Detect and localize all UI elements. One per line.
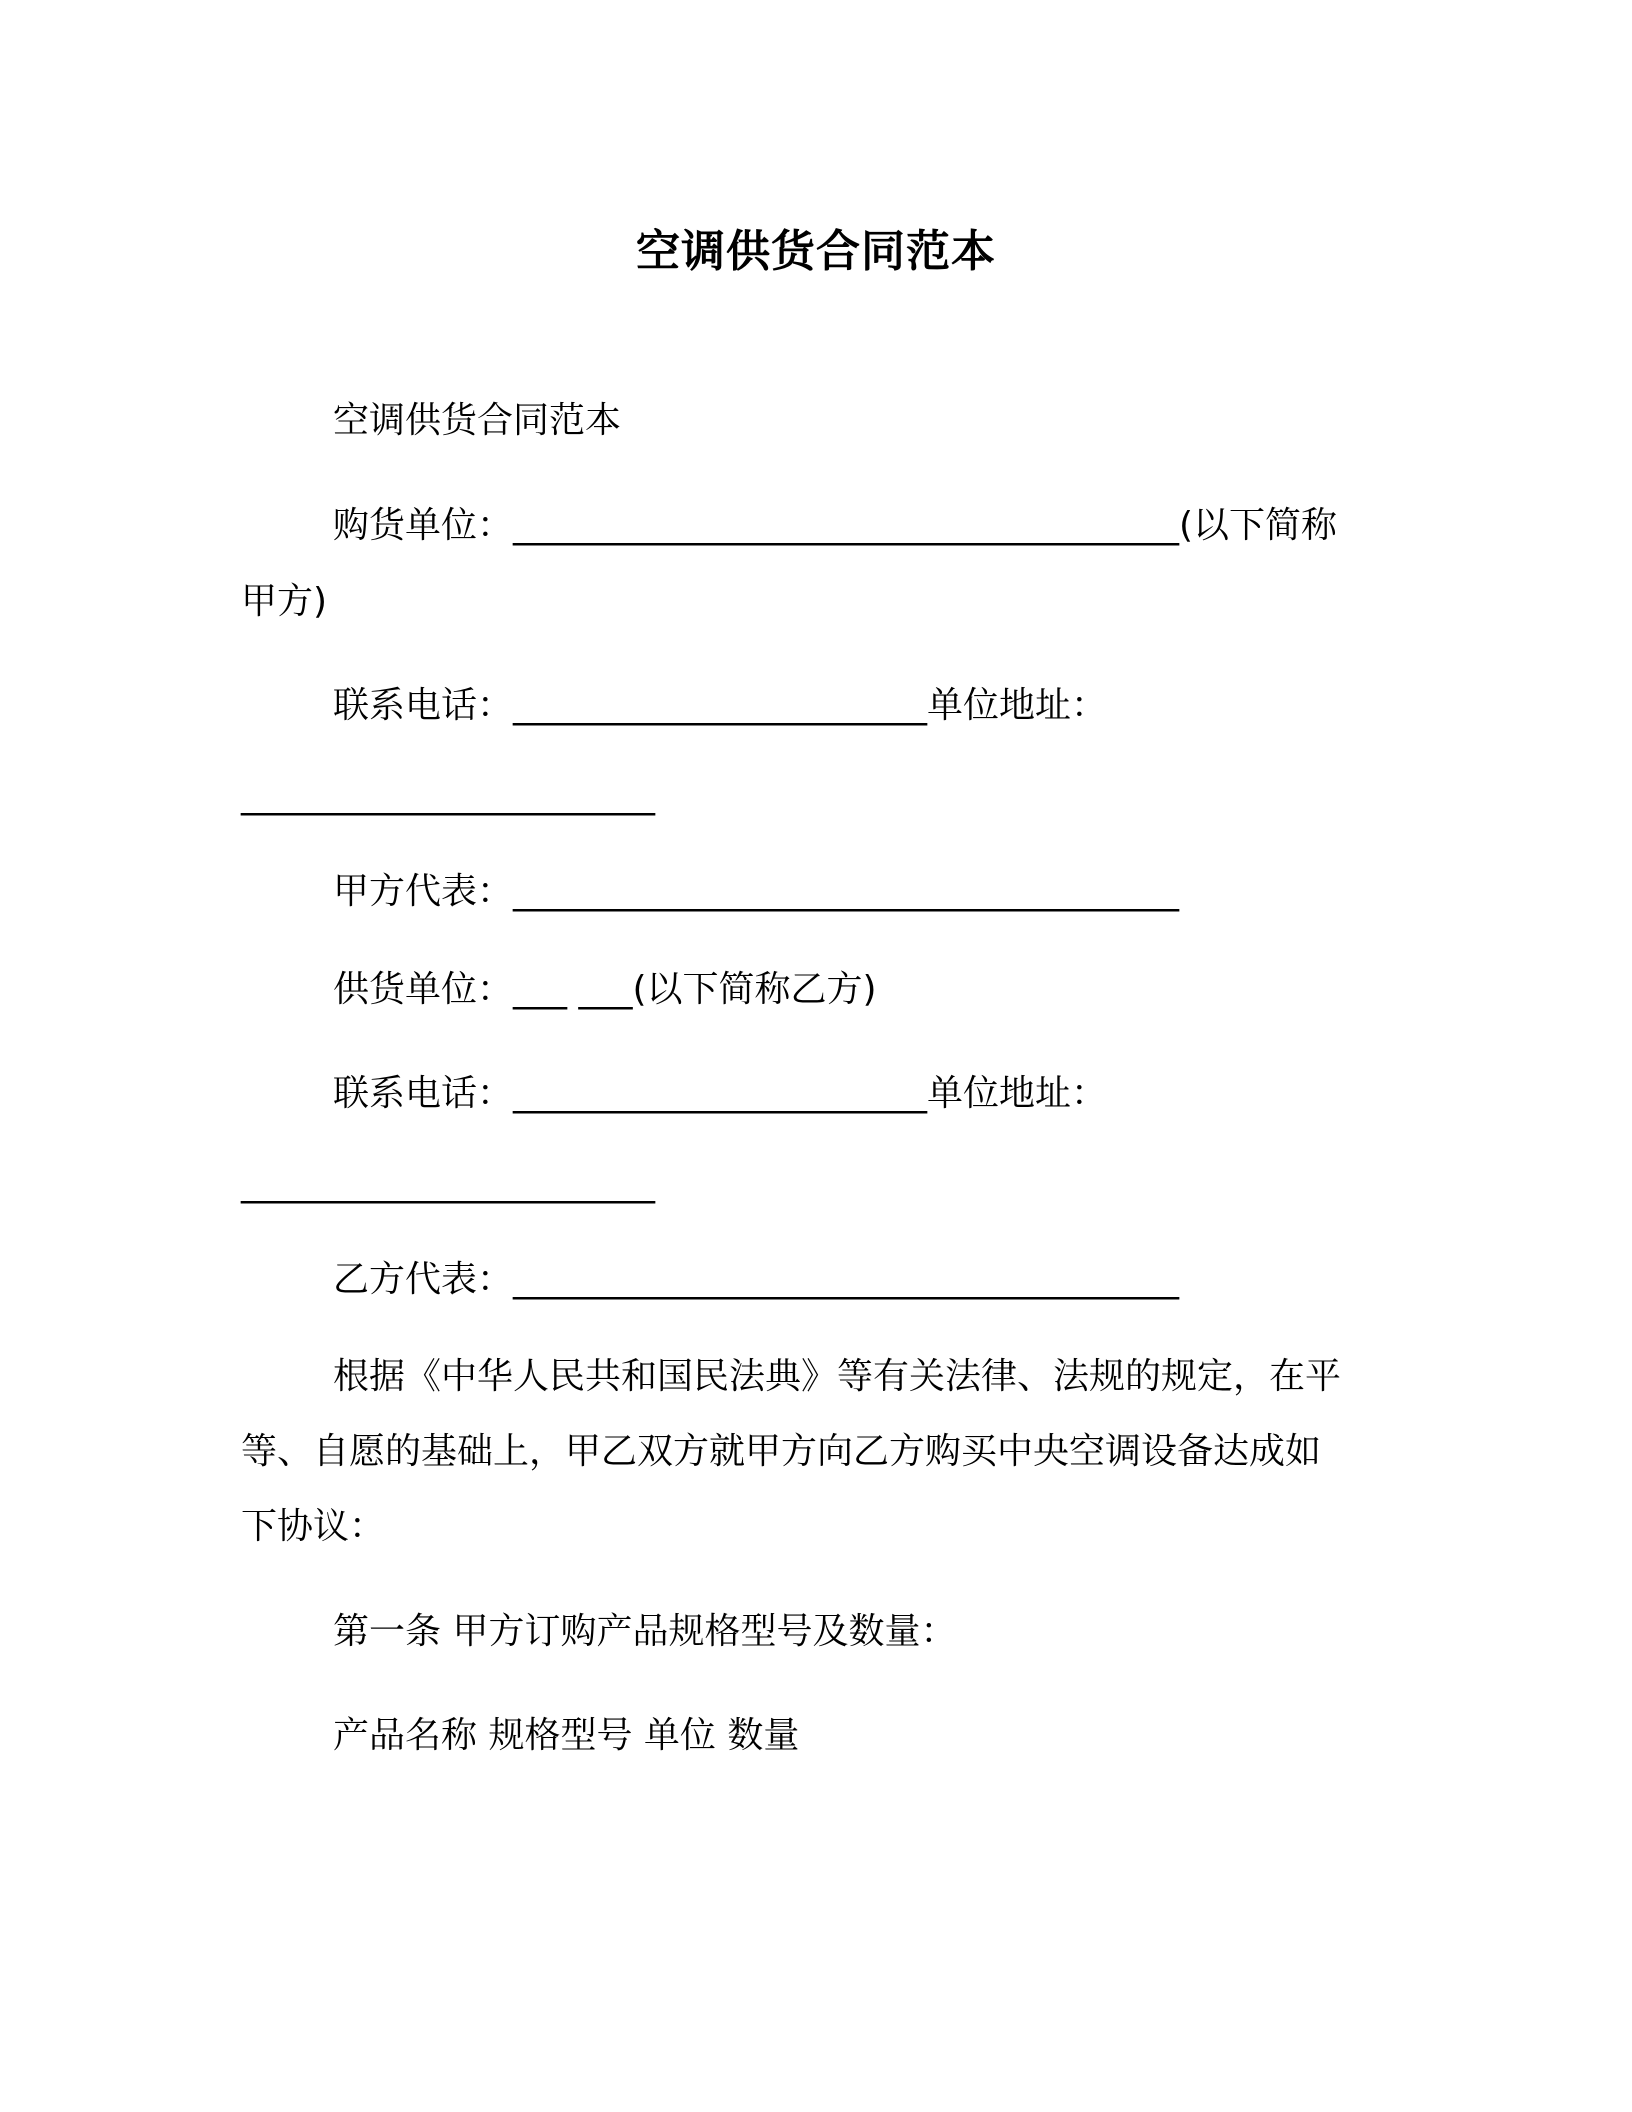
preamble-line-3: 下协议： bbox=[241, 1506, 386, 1547]
preamble-line-2: 等、自愿的基础上，甲乙双方就甲方向乙方购买中央空调设备达成如 bbox=[241, 1431, 1322, 1472]
supplier-unit: 供货单位：___ ___(以下简称乙方) bbox=[333, 969, 877, 1010]
product-table-header: 产品名称 规格型号 单位 数量 bbox=[333, 1715, 800, 1756]
buyer-representative: 甲方代表：_____________________________________ bbox=[333, 871, 1180, 912]
preamble-line-1: 根据《中华人民共和国民法典》等有关法律、法规的规定，在平 bbox=[333, 1356, 1342, 1397]
subtitle: 空调供货合同范本 bbox=[333, 400, 622, 441]
supplier-address-blank: _______________________ bbox=[241, 1163, 655, 1204]
supplier-representative: 乙方代表：_____________________________________ bbox=[333, 1259, 1180, 1300]
buyer-unit-line-1: 购货单位：_____________________________________(以下简称 bbox=[333, 505, 1338, 546]
document-title: 空调供货合同范本 bbox=[636, 226, 996, 277]
buyer-address-blank: _______________________ bbox=[241, 775, 655, 816]
supplier-phone-line-1: 联系电话：_______________________单位地址： bbox=[333, 1073, 1108, 1114]
buyer-unit-line-2: 甲方) bbox=[241, 581, 328, 622]
article-1-heading: 第一条 甲方订购产品规格型号及数量： bbox=[333, 1611, 957, 1652]
buyer-phone-line-1: 联系电话：_______________________单位地址： bbox=[333, 685, 1108, 726]
